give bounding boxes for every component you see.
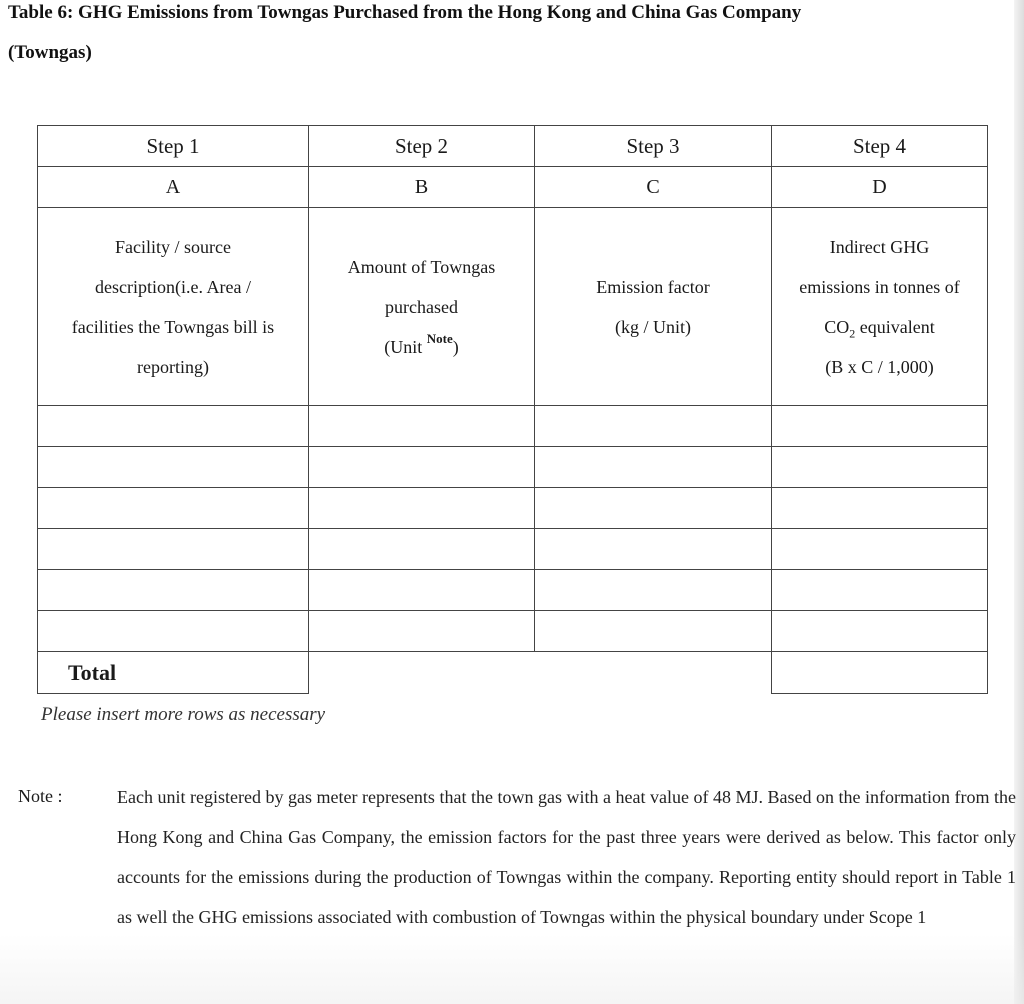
co2-suffix: equivalent: [855, 316, 935, 337]
step-4-cell: Step 4: [772, 126, 988, 167]
total-empty-c: [535, 652, 772, 694]
table-cell-c[interactable]: [535, 488, 772, 529]
header-facility-description: [38, 208, 309, 406]
table-cell-a[interactable]: [38, 611, 309, 652]
table-cell-d[interactable]: [772, 406, 988, 447]
header-b-line3: [309, 327, 534, 367]
header-a-line4: reporting): [137, 356, 209, 377]
total-value-cell[interactable]: [772, 652, 988, 694]
note-text: Each unit registered by gas meter represents that the town gas with a heat value of 48 MJ. Based on the information from the Hong Kong and China Gas Company, the emission factors for the past three years were derived as below. This factor only accounts for the emissions during the production of Towngas within the company. Reporting entity should report in Table 1 as well the GHG emissions associated with combustion of Towngas within the physical boundary under Scope 1: [117, 787, 1016, 927]
table-cell-c[interactable]: [535, 611, 772, 652]
header-d-line1: Indirect GHG: [829, 236, 930, 257]
step-row: [38, 126, 988, 167]
column-c-label: C: [535, 167, 772, 208]
note-superscript: Note: [426, 330, 453, 346]
total-empty-b: [309, 652, 535, 694]
step-1-cell: Step 1: [38, 126, 309, 167]
table-cell-c[interactable]: [535, 570, 772, 611]
table-cell-c[interactable]: [535, 406, 772, 447]
table-title: Table 6: GHG Emissions from Towngas Purchased from the Hong Kong and China Gas Company: [8, 2, 802, 23]
table-cell-d[interactable]: [772, 570, 988, 611]
header-a-line2: description(i.e. Area /: [95, 276, 251, 297]
co2-prefix: CO: [824, 316, 850, 337]
table-cell-c[interactable]: [535, 447, 772, 488]
table-row: [38, 488, 988, 529]
step-3-cell: Step 3: [535, 126, 772, 167]
table-cell-b[interactable]: [309, 488, 535, 529]
table-cell-a[interactable]: [38, 406, 309, 447]
table-cell-a[interactable]: [38, 570, 309, 611]
header-indirect-emissions: [772, 208, 988, 406]
header-a-line1: Facility / source: [115, 236, 231, 257]
table-cell-b[interactable]: [309, 611, 535, 652]
table-row: [38, 611, 988, 652]
table-title-continued: (Towngas): [8, 42, 92, 63]
header-description-row: [38, 208, 988, 406]
step-2-cell: Step 2: [309, 126, 535, 167]
header-b-line1: Amount of Towngas: [347, 256, 496, 277]
table-cell-d[interactable]: [772, 488, 988, 529]
total-row: [38, 652, 988, 694]
ghg-emissions-table: [37, 125, 988, 694]
table-row: [38, 406, 988, 447]
table-cell-d[interactable]: [772, 447, 988, 488]
header-emission-factor: [535, 208, 772, 406]
header-c-line2: (kg / Unit): [615, 316, 691, 337]
unit-prefix: (Unit: [384, 336, 427, 357]
header-amount-purchased: [309, 208, 535, 406]
table-cell-b[interactable]: [309, 447, 535, 488]
total-label: Total: [38, 652, 309, 694]
table-row: [38, 447, 988, 488]
table-cell-d[interactable]: [772, 611, 988, 652]
note-label: Note :: [18, 786, 63, 806]
table-cell-a[interactable]: [38, 529, 309, 570]
header-b-line2: purchased: [385, 296, 458, 317]
table-cell-b[interactable]: [309, 529, 535, 570]
table-cell-b[interactable]: [309, 570, 535, 611]
header-d-line2: emissions in tonnes of: [799, 276, 960, 297]
table-cell-a[interactable]: [38, 488, 309, 529]
header-a-line3: facilities the Towngas bill is: [71, 316, 275, 337]
table-row: [38, 529, 988, 570]
header-d-line3: [772, 307, 987, 347]
insert-rows-instruction: Please insert more rows as necessary: [41, 704, 326, 725]
column-b-label: B: [309, 167, 535, 208]
table-cell-d[interactable]: [772, 529, 988, 570]
table-cell-c[interactable]: [535, 529, 772, 570]
column-a-label: A: [38, 167, 309, 208]
table-cell-b[interactable]: [309, 406, 535, 447]
co2-subscript: 2: [849, 326, 856, 341]
letter-row: [38, 167, 988, 208]
header-d-line4: (B x C / 1,000): [825, 356, 934, 377]
table-cell-a[interactable]: [38, 447, 309, 488]
column-d-label: D: [772, 167, 988, 208]
unit-suffix: ): [452, 336, 459, 357]
table-row: [38, 570, 988, 611]
page-shade: [0, 934, 1024, 1004]
header-c-line1: Emission factor: [596, 276, 710, 297]
